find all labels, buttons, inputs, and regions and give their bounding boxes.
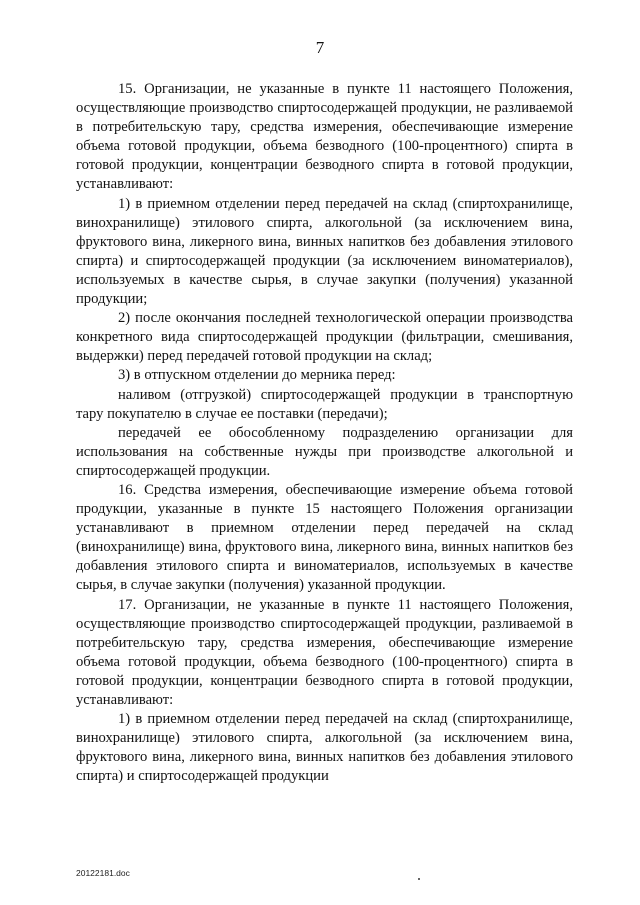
document-file-code: 20122181.doc [76, 868, 130, 878]
scan-artifact-dot [418, 878, 420, 880]
paragraph-15-item-3-sub-1: наливом (отгрузкой) спиртосодержащей продукции в транспортную тару покупателю в случае ее поставки (передачи); [76, 386, 573, 422]
paragraph-17: 17. Организации, не указанные в пункте 11 настоящего Положения, осуществляющие производство спиртосодержащей продукции, разливаемой в потребительскую тару, средства измерения, обеспечивающие измерение объема готовой продукции, объема безводного (100-процентного) спирта в готовой продукции, концентрации безводного спирта в готовой продукции, устанавливают: [76, 596, 573, 708]
document-body [76, 80, 573, 786]
page-number: 7 [315, 38, 325, 57]
paragraph-15-item-1: 1) в приемном отделении перед передачей на склад (спиртохранилище, винохранилище) этилового спирта, алкогольной (за исключением вина, фруктового вина, ликерного вина, винных напитков без добавления этилового спирта) и спиртосодержащей продукции (за исключением виноматериалов), используемых в качестве сырья, в случае закупки (получения) указанной продукции; [76, 195, 573, 308]
paragraph-15-item-3: 3) в отпускном отделении до мерника перед: [118, 367, 396, 384]
paragraph-15-item-2: 2) после окончания последней технологической операции производства конкретного вида спиртосодержащей продукции (фильтрации, смешивания, выдержки) перед передачей готовой продукции на склад; [76, 310, 573, 365]
paragraph-16: 16. Средства измерения, обеспечивающие измерение объема готовой продукции, указанные в пункте 15 настоящего Положения организации устанавливают в приемном отделении перед передачей на склад (винохранилище) вина, фруктового вина, ликерного вина, винных напитков без добавления этилового спирта и виноматериалов, используемых в качестве сырья, в случае закупки (получения) указанной продукции. [76, 481, 573, 594]
paragraph-17-item-1: 1) в приемном отделении перед передачей на склад (спиртохранилище, винохранилище) этилового спирта, алкогольной (за исключением вина, фруктового вина, ликерного вина, винных напитков без добавления этилового спирта) и спиртосодержащей продукции [76, 711, 573, 785]
paragraph-15: 15. Организации, не указанные в пункте 11 настоящего Положения, осуществляющие производство спиртосодержащей продукции, не разливаемой в потребительскую тару, средства измерения, обеспечивающие измерение объема готовой продукции, объема безводного (100-процентного) спирта в готовой продукции, концентрации безводного спирта в готовой продукции, устанавливают: [76, 81, 573, 193]
paragraph-15-item-3-sub-2: передачей ее обособленному подразделению организации для использования на собственные нужды при производстве алкогольной и спиртосодержащей продукции. [76, 424, 573, 479]
